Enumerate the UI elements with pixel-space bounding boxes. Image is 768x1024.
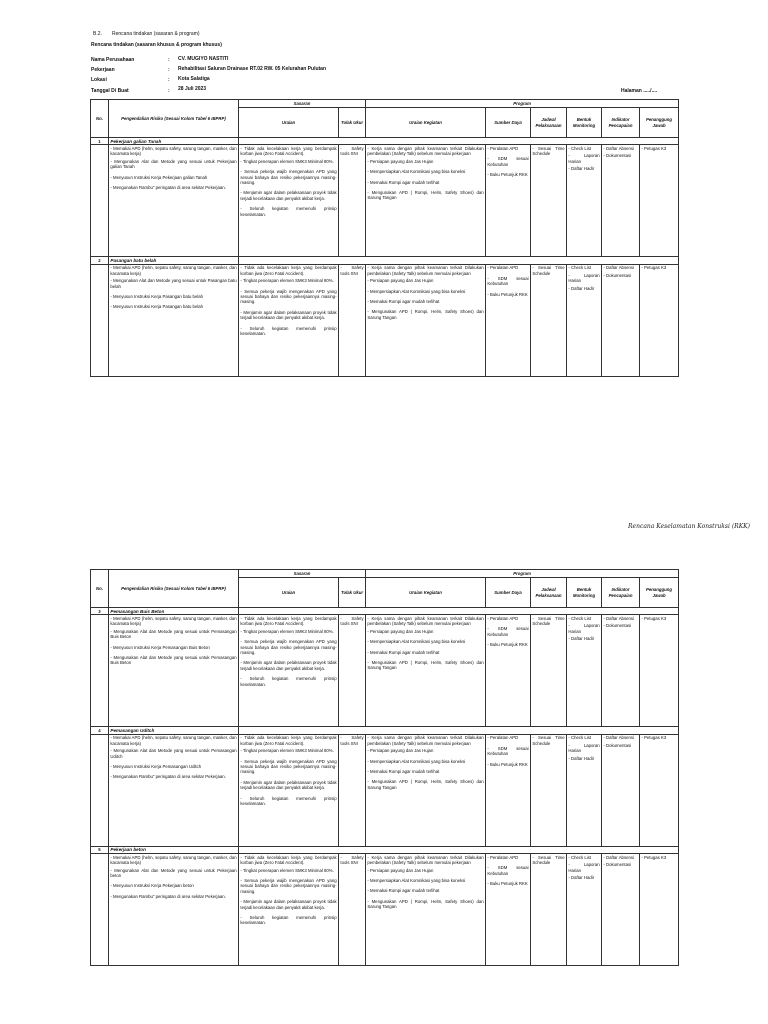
cell-no bbox=[91, 145, 109, 257]
risk-control-item: - Memakai APD (helm, sepatu safety, sarung tangan, masker, dan kacamata kerja) bbox=[110, 735, 237, 746]
cell-pengendalian bbox=[109, 145, 239, 257]
field-sep: : bbox=[168, 88, 170, 94]
risk-control-item: - Mengunakan Alat dan Metode yang sesuai untuk Pekerjaan galian Tanah bbox=[110, 158, 237, 170]
cell-penanggung bbox=[640, 615, 679, 727]
col-sasaran: Sasaran bbox=[239, 100, 366, 108]
target-item: - Tidak ada kecelakaan kerja yang berdampak korban jiwa (Zero Fatal Accident). bbox=[240, 265, 337, 276]
activity-item: - Persiapan payung dan Jas Hujan bbox=[367, 748, 434, 754]
cell-no bbox=[91, 264, 109, 376]
cell-pengendalian bbox=[109, 734, 239, 846]
section-title-filler bbox=[239, 257, 679, 264]
activity-item: - Mempersiapkan Alat Komnikasi yang bisa koneksi bbox=[367, 639, 466, 645]
monitoring-item: - Check List bbox=[568, 265, 592, 271]
col-sasaran: Sasaran bbox=[239, 570, 366, 578]
section-title-row bbox=[91, 138, 679, 145]
cell-tolak-ukur bbox=[339, 854, 366, 966]
risk-control-item: - Mengunakan Rambu" peringatan di area sekitar Pekerjaan. bbox=[110, 184, 226, 190]
activity-item: - Kerja sama dengan pihak keamanan terkait Dilakukan pembelakan (Safety Talk) sebelum memulai pekerjaan bbox=[367, 145, 484, 157]
schedule-item: - Sesuai Time Schedule bbox=[532, 145, 565, 157]
field-label: Tanggal Di Buat bbox=[91, 88, 129, 94]
section-number: 2 bbox=[91, 257, 109, 264]
target-item: - Menjamin agar dalam pelaksanaan proyek tidak terjadi kecelakaan dan penyakit akibat kerja. bbox=[240, 899, 337, 910]
cell-sumber-daya bbox=[486, 734, 531, 846]
section-title: Pemasangan Buis Beton bbox=[109, 608, 239, 615]
cell-uraian bbox=[239, 734, 339, 846]
resource-item: - SDM sesuai Kebutuhan bbox=[487, 626, 529, 637]
activity-item: - Persiapan payung dan Jas Hujan bbox=[367, 867, 434, 873]
cell-kegiatan bbox=[366, 264, 486, 376]
section-description: Rencana tindakan (sasaran & program) bbox=[112, 31, 200, 37]
resource-item: - Buku Petunjuk RKK bbox=[487, 172, 528, 178]
cell-kegiatan bbox=[366, 145, 486, 257]
risk-control-item: - Memakai APD (helm, sepatu safety, sarung tangan, masker, dan kacamata kerja) bbox=[110, 145, 237, 157]
field-sep: : bbox=[168, 57, 170, 63]
cell-bentuk bbox=[567, 264, 602, 376]
target-item: - Tingkat penerapan elemen SMK3 Minimal 80%. bbox=[240, 867, 334, 873]
target-item: - Seluruh kegiatan memenuhi prinsip keselamatan. bbox=[240, 325, 337, 336]
cell-indikator bbox=[602, 145, 640, 257]
field-sep: : bbox=[168, 67, 170, 73]
target-item: - Tingkat penerapan elemen SMK3 Minimal 80%. bbox=[240, 278, 334, 284]
target-item: - Semua pekerja wajib mengenakan APD yang sesuai bahaya dan resiko pekerjaannya masing- masing. bbox=[240, 169, 337, 185]
resource-item: - Peralatan APD bbox=[487, 615, 519, 621]
field-value-date: 28 Juli 2023 bbox=[178, 86, 207, 92]
cell-jadwal bbox=[531, 615, 567, 727]
section-content-row bbox=[91, 264, 679, 376]
measure-item: - Safety tools SNI bbox=[340, 265, 364, 276]
resource-item: - SDM sesuai Kebutuhan bbox=[487, 865, 529, 876]
monitoring-item: - Laporan Harian bbox=[568, 623, 600, 634]
indicator-item: - Daftar Absensi bbox=[603, 615, 634, 621]
risk-control-item: - Menyusun Instruksi Kerja Pasangan batu belah bbox=[110, 293, 204, 299]
cell-sumber-daya bbox=[486, 615, 531, 727]
cell-penanggung bbox=[640, 854, 679, 966]
activity-item: - Memakai Rompi agar mudah terlihat bbox=[367, 298, 440, 304]
measure-item: - Safety tools SNI bbox=[340, 854, 364, 866]
col-program: Program bbox=[366, 100, 679, 108]
target-item: - Tidak ada kecelakaan kerja yang berdampak korban jiwa (Zero Fatal Accident). bbox=[240, 615, 337, 627]
section-title-row bbox=[91, 608, 679, 615]
monitoring-item: - Laporan Harian bbox=[568, 272, 600, 284]
section-number: 4 bbox=[91, 727, 109, 734]
target-item: - Menjamin agar dalam pelaksanaan proyek tidak terjadi kecelakaan dan penyakit akibat kerja. bbox=[240, 309, 337, 321]
section-content-row bbox=[91, 145, 679, 257]
field-label: Pekerjaan bbox=[91, 67, 115, 73]
col-uraian: Uraian bbox=[239, 578, 339, 608]
col-jadwal: Jadwal Pelaksanaan bbox=[531, 578, 567, 608]
schedule-item: - Sesuai Time Schedule bbox=[532, 854, 565, 866]
cell-penanggung bbox=[640, 264, 679, 376]
section-title-row bbox=[91, 846, 679, 853]
field-value-job: Rehabilitasi Saluran Drainase RT.02 RW. 05 Kelurahan Pulutan bbox=[178, 66, 327, 72]
schedule-item: - Sesuai Time Schedule bbox=[532, 265, 565, 276]
target-item: - Semua pekerja wajib mengenakan APD yang sesuai bahaya dan resiko pekerjaannya masing- masing. bbox=[240, 639, 337, 655]
risk-control-item: - Mengunakan Rambu" peringatan di area sekitar Pekerjaan. bbox=[110, 893, 226, 899]
activity-item: - Kerja sama dengan pihak keamanan terkait Dilakukan pembelakan (Safety Talk) sebelum memulai pekerjaan bbox=[367, 854, 484, 866]
resource-item: - SDM sesuai Kebutuhan bbox=[487, 156, 529, 167]
document-title: Rencana tindakan (sasaran khusus & program khusus) bbox=[91, 42, 222, 48]
monitoring-item: - Daftar Hadir bbox=[568, 166, 595, 172]
target-item: - Seluruh kegiatan memenuhi prinsip keselamatan. bbox=[240, 206, 337, 217]
resource-item: - SDM sesuai Kebutuhan bbox=[487, 275, 529, 287]
target-item: - Tidak ada kecelakaan kerja yang berdampak korban jiwa (Zero Fatal Accident). bbox=[240, 145, 337, 157]
activity-item: - Mengunakan APD ( Rompi, Helm, Safety Shoes) dan Sarung Tangan bbox=[367, 898, 484, 910]
field-sep: : bbox=[168, 77, 170, 83]
target-item: - Menjamin agar dalam pelaksanaan proyek tidak terjadi kecelakaan dan penyakit akibat kerja. bbox=[240, 190, 337, 201]
col-tolak-ukur: Tolak Ukur bbox=[339, 578, 366, 608]
responsible-item: - Petugas K3 bbox=[641, 265, 667, 271]
col-program: Program bbox=[366, 570, 679, 578]
section-title: Pekerjaan beton bbox=[109, 846, 239, 853]
col-indikator: Indikator Pencapaian bbox=[602, 578, 640, 608]
col-sumber-daya: Sumber Daya bbox=[486, 108, 531, 138]
cell-uraian bbox=[239, 264, 339, 376]
measure-item: - Safety tools SNI bbox=[340, 615, 364, 627]
activity-item: - Mempersiapkan Alat Komnikasi yang bisa koneksi bbox=[367, 877, 466, 883]
field-value-location: Kota Salatiga bbox=[178, 76, 210, 82]
cell-bentuk bbox=[567, 145, 602, 257]
cell-indikator bbox=[602, 854, 640, 966]
activity-item: - Mempersiapkan Alat Komnikasi yang bisa koneksi bbox=[367, 758, 466, 764]
risk-control-item: - Menyusun Instruksi Kerja Pemasangan Uditch bbox=[110, 763, 202, 769]
indicator-item: - Daftar Absensi bbox=[603, 265, 634, 271]
monitoring-item: - Laporan Harian bbox=[568, 153, 600, 164]
col-indikator: Indikator Pencapaian bbox=[602, 108, 640, 138]
col-uraian-kegiatan: Uraian Kegiatan bbox=[366, 578, 486, 608]
target-item: - Semua pekerja wajib mengenakan APD yang sesuai bahaya dan resiko pekerjaannya masing- masing. bbox=[240, 288, 337, 305]
section-title-filler bbox=[239, 138, 679, 145]
target-item: - Menjamin agar dalam pelaksanaan proyek tidak terjadi kecelakaan dan penyakit akibat kerja. bbox=[240, 660, 337, 671]
monitoring-item: - Daftar Hadir bbox=[568, 285, 595, 291]
indicator-item: - Dokumentasi bbox=[603, 153, 632, 159]
col-bentuk: Bentuk Monitoring bbox=[567, 578, 602, 608]
section-title: Pekerjaan galian Tanah bbox=[109, 138, 239, 145]
cell-tolak-ukur bbox=[339, 615, 366, 727]
section-title-filler bbox=[239, 608, 679, 615]
resource-item: - Peralatan APD bbox=[487, 735, 519, 741]
cell-tolak-ukur bbox=[339, 145, 366, 257]
col-penanggung: Penanggung Jawab bbox=[640, 578, 679, 608]
target-item: - Semua pekerja wajib mengenakan APD yang sesuai bahaya dan resiko pekerjaannya masing- masing. bbox=[240, 758, 337, 775]
cell-indikator bbox=[602, 734, 640, 846]
section-content-row bbox=[91, 615, 679, 727]
cell-pengendalian bbox=[109, 854, 239, 966]
activity-item: - Memakai Rompi agar mudah terlihat bbox=[367, 179, 440, 185]
monitoring-item: - Check List bbox=[568, 615, 592, 621]
risk-control-item: - Menyusun Instruksi Kerja Pekerjaan beton bbox=[110, 883, 194, 889]
col-pengendalian: Pengendalian Risiko (Sesuai Kolom Tabel 6 IBPRP) bbox=[109, 100, 239, 138]
section-number: B.2. bbox=[93, 31, 102, 37]
resource-item: - Buku Petunjuk RKK bbox=[487, 642, 528, 648]
target-item: - Tidak ada kecelakaan kerja yang berdampak korban jiwa (Zero Fatal Accident). bbox=[240, 854, 337, 866]
section-number: 5 bbox=[91, 846, 109, 853]
monitoring-item: - Laporan Harian bbox=[568, 862, 600, 873]
risk-control-item: - Mengunakan Alat dan Metode yang sesuai untuk Pemasangan Uditch bbox=[110, 748, 237, 759]
col-uraian-kegiatan: Uraian Kegiatan bbox=[366, 108, 486, 138]
measure-item: - Safety tools SNI bbox=[340, 735, 364, 746]
col-sumber-daya: Sumber Daya bbox=[486, 578, 531, 608]
activity-item: - Memakai Rompi agar mudah terlihat bbox=[367, 888, 440, 894]
cell-tolak-ukur bbox=[339, 264, 366, 376]
cell-kegiatan bbox=[366, 734, 486, 846]
responsible-item: - Petugas K3 bbox=[641, 735, 667, 741]
cell-pengendalian bbox=[109, 264, 239, 376]
risk-plan-table-2 bbox=[90, 569, 679, 966]
risk-control-item: - Mengunakan Rambu" peringatan di area sekitar Pekerjaan. bbox=[110, 774, 226, 780]
col-jadwal: Jadwal Pelaksanaan bbox=[531, 108, 567, 138]
cell-indikator bbox=[602, 615, 640, 727]
indicator-item: - Daftar Absensi bbox=[603, 854, 634, 860]
monitoring-item: - Laporan Harian bbox=[568, 742, 600, 754]
cell-bentuk bbox=[567, 854, 602, 966]
cell-tolak-ukur bbox=[339, 734, 366, 846]
risk-control-item: - Memakai APD (helm, sepatu safety, sarung tangan, masker, dan kacamata kerja) bbox=[110, 854, 237, 866]
section-title-row bbox=[91, 727, 679, 734]
activity-item: - Kerja sama dengan pihak keamanan terkait Dilakukan pembelakan (Safety Talk) sebelum memulai pekerjaan bbox=[367, 735, 484, 746]
section-number: 3 bbox=[91, 608, 109, 615]
col-no: No. bbox=[91, 100, 109, 138]
activity-item: - Mengunakan APD ( Rompi, Helm, Safety Shoes) dan Sarung Tangan bbox=[367, 659, 484, 671]
field-label: Lokasi bbox=[91, 77, 107, 83]
risk-control-item: - Memakai APD (helm, sepatu safety, sarung tangan, masker, dan kacamata kerja) bbox=[110, 615, 237, 627]
cell-jadwal bbox=[531, 145, 567, 257]
indicator-item: - Daftar Absensi bbox=[603, 735, 634, 741]
cell-sumber-daya bbox=[486, 145, 531, 257]
section-number: 1 bbox=[91, 138, 109, 145]
target-item: - Tingkat penerapan elemen SMK3 Minimal 80%. bbox=[240, 748, 334, 754]
resource-item: - Peralatan APD bbox=[487, 145, 519, 151]
activity-item: - Mengunakan APD ( Rompi, Helm, Safety Shoes) dan Sarung Tangan bbox=[367, 189, 484, 201]
cell-no bbox=[91, 615, 109, 727]
responsible-item: - Petugas K3 bbox=[641, 854, 667, 860]
activity-item: - Persiapan payung dan Jas Hujan bbox=[367, 628, 434, 634]
footer-signature: Rencana Keselamatan Konstruksi (RKK) bbox=[628, 523, 750, 530]
resource-item: - Peralatan APD bbox=[487, 265, 519, 271]
section-title: Pasangan batu belah bbox=[109, 257, 239, 264]
monitoring-item: - Daftar Hadir bbox=[568, 636, 595, 642]
indicator-item: - Dokumentasi bbox=[603, 862, 632, 868]
activity-item: - Memakai Rompi agar mudah terlihat bbox=[367, 649, 440, 655]
resource-item: - SDM sesuai Kebutuhan bbox=[487, 745, 529, 757]
activity-item: - Memakai Rompi agar mudah terlihat bbox=[367, 768, 440, 774]
risk-control-item: - Menyusun Instruksi Kerja Pasangan batu belah bbox=[110, 304, 204, 310]
target-item: - Tingkat penerapan elemen SMK3 Minimal 80%. bbox=[240, 158, 334, 164]
activity-item: - Mengunakan APD ( Rompi, Helm, Safety Shoes) dan Sarung Tangan bbox=[367, 779, 484, 790]
col-uraian: Uraian bbox=[239, 108, 339, 138]
schedule-item: - Sesuai Time Schedule bbox=[532, 615, 565, 627]
cell-penanggung bbox=[640, 145, 679, 257]
activity-item: - Persiapan payung dan Jas Hujan bbox=[367, 158, 434, 164]
cell-no bbox=[91, 854, 109, 966]
target-item: - Seluruh kegiatan memenuhi prinsip keselamatan. bbox=[240, 795, 337, 806]
cell-uraian bbox=[239, 145, 339, 257]
indicator-item: - Dokumentasi bbox=[603, 623, 632, 629]
target-item: - Seluruh kegiatan memenuhi prinsip keselamatan. bbox=[240, 676, 337, 687]
responsible-item: - Petugas K3 bbox=[641, 615, 667, 621]
risk-plan-table-1 bbox=[90, 99, 679, 377]
col-pengendalian: Pengendalian Risiko (Sesuai Kolom Tabel 6 IBPRP) bbox=[109, 570, 239, 608]
cell-jadwal bbox=[531, 854, 567, 966]
section-content-row bbox=[91, 854, 679, 966]
activity-item: - Persiapan payung dan Jas Hujan bbox=[367, 278, 434, 284]
cell-sumber-daya bbox=[486, 264, 531, 376]
section-title-row bbox=[91, 257, 679, 264]
risk-control-item: - Menyusun Instruksi Kerja Pemasangan Buis Beton bbox=[110, 644, 210, 650]
section-title-filler bbox=[239, 846, 679, 853]
target-item: - Seluruh kegiatan memenuhi prinsip keselamatan. bbox=[240, 914, 337, 926]
indicator-item: - Dokumentasi bbox=[603, 742, 632, 748]
schedule-item: - Sesuai Time Schedule bbox=[532, 735, 565, 746]
cell-uraian bbox=[239, 854, 339, 966]
cell-indikator bbox=[602, 264, 640, 376]
section-content-row bbox=[91, 734, 679, 846]
activity-item: - Kerja sama dengan pihak keamanan terkait Dilakukan pembelakan (Safety Talk) sebelum memulai pekerjaan bbox=[367, 265, 484, 276]
monitoring-item: - Check List bbox=[568, 854, 592, 860]
indicator-item: - Daftar Absensi bbox=[603, 145, 634, 151]
cell-bentuk bbox=[567, 615, 602, 727]
monitoring-item: - Check List bbox=[568, 145, 592, 151]
cell-sumber-daya bbox=[486, 854, 531, 966]
col-bentuk: Bentuk Monitoring bbox=[567, 108, 602, 138]
target-item: - Tidak ada kecelakaan kerja yang berdampak korban jiwa (Zero Fatal Accident). bbox=[240, 735, 337, 746]
section-title-filler bbox=[239, 727, 679, 734]
page-number-label: Halaman ...../.... bbox=[621, 88, 658, 94]
activity-item: - Kerja sama dengan pihak keamanan terkait Dilakukan pembelakan (Safety Talk) sebelum memulai pekerjaan bbox=[367, 615, 484, 627]
target-item: - Menjamin agar dalam pelaksanaan proyek tidak terjadi kecelakaan dan penyakit akibat kerja. bbox=[240, 779, 337, 791]
risk-control-item: - Mengunakan Alat dan Metode yang sesuai untuk Pasangan batu belah bbox=[110, 278, 237, 289]
cell-kegiatan bbox=[366, 615, 486, 727]
resource-item: - Buku Petunjuk RKK bbox=[487, 761, 528, 767]
cell-jadwal bbox=[531, 264, 567, 376]
monitoring-item: - Daftar Hadir bbox=[568, 874, 595, 880]
resource-item: - Buku Petunjuk RKK bbox=[487, 291, 528, 297]
resource-item: - Peralatan APD bbox=[487, 854, 519, 860]
target-item: - Semua pekerja wajib mengenakan APD yang sesuai bahaya dan resiko pekerjaannya masing- masing. bbox=[240, 877, 337, 894]
activity-item: - Mempersiapkan Alat Komnikasi yang bisa koneksi bbox=[367, 288, 466, 294]
cell-bentuk bbox=[567, 734, 602, 846]
resource-item: - Buku Petunjuk RKK bbox=[487, 880, 528, 886]
target-item: - Tingkat penerapan elemen SMK3 Minimal 80%. bbox=[240, 628, 334, 634]
cell-jadwal bbox=[531, 734, 567, 846]
responsible-item: - Petugas K3 bbox=[641, 145, 667, 151]
col-no: No. bbox=[91, 570, 109, 608]
cell-no bbox=[91, 734, 109, 846]
monitoring-item: - Check List bbox=[568, 735, 592, 741]
section-title: Pemasangan Uditch bbox=[109, 727, 239, 734]
risk-control-item: - Mengunakan Alat dan Metode yang sesuai untuk Pekerjaan beton bbox=[110, 867, 237, 878]
cell-uraian bbox=[239, 615, 339, 727]
indicator-item: - Dokumentasi bbox=[603, 272, 632, 278]
risk-control-item: - Mengunakan Alat dan Metode yang sesuai untuk Pemasangan Buis Beton bbox=[110, 628, 237, 640]
risk-control-item: - Memakai APD (helm, sepatu safety, sarung tangan, masker, dan kacamata kerja) bbox=[110, 265, 237, 276]
field-label: Nama Perusahaan bbox=[91, 57, 135, 63]
cell-kegiatan bbox=[366, 854, 486, 966]
cell-pengendalian bbox=[109, 615, 239, 727]
field-value-company: CV. MUGIYO NASTITI bbox=[178, 56, 229, 62]
risk-control-item: - Mengunakan Alat dan Metode yang sesuai untuk Pemasangan Buis Beton bbox=[110, 654, 237, 666]
measure-item: - Safety tools SNI bbox=[340, 145, 364, 157]
cell-penanggung bbox=[640, 734, 679, 846]
monitoring-item: - Daftar Hadir bbox=[568, 755, 595, 761]
activity-item: - Mempersiapkan Alat Komnikasi yang bisa koneksi bbox=[367, 169, 466, 175]
col-penanggung: Penanggung Jawab bbox=[640, 108, 679, 138]
activity-item: - Mengunakan APD ( Rompi, Helm, Safety Shoes) dan Sarung Tangan bbox=[367, 309, 484, 320]
col-tolak-ukur: Tolak Ukur bbox=[339, 108, 366, 138]
risk-control-item: - Menyusun Instruksi Kerja Pekerjaan galian Tanah bbox=[110, 174, 208, 180]
